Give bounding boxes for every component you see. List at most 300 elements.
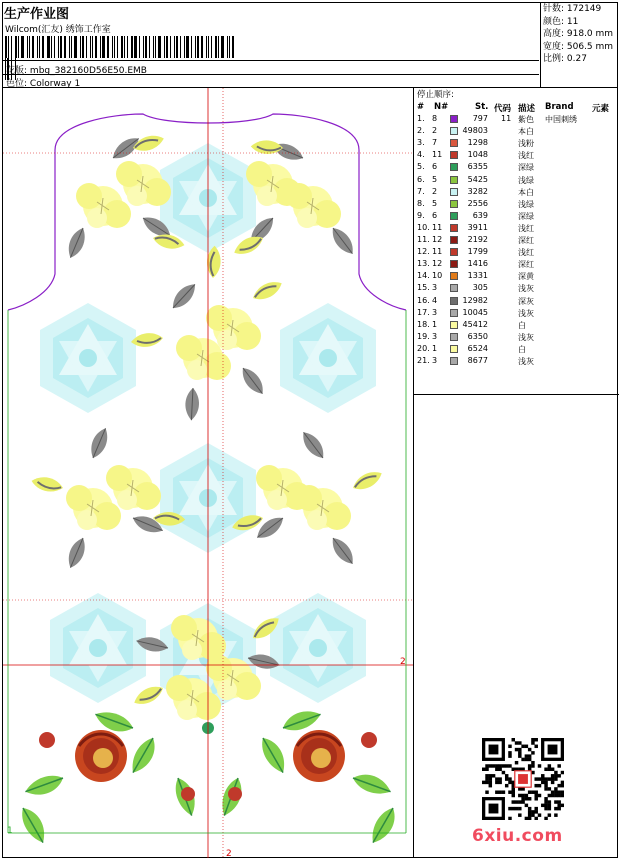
qr-module [518, 807, 521, 810]
color-swatch [450, 139, 458, 147]
row-desc: 浅灰 [518, 308, 534, 318]
qr-module [502, 790, 505, 793]
qr-module [531, 764, 534, 767]
qr-module [551, 794, 554, 797]
row-stitches: 3911 [467, 222, 488, 232]
row-needle: 5 [432, 198, 438, 208]
qr-module [495, 764, 498, 767]
qr-module [512, 807, 515, 810]
design-height: 高度: 918.0 mm [543, 29, 614, 39]
qr-module [548, 764, 551, 767]
qr-module [541, 781, 544, 784]
row-needle: 3 [432, 307, 438, 317]
barcode-bar [131, 36, 133, 58]
qr-module [485, 790, 488, 793]
qr-module [495, 768, 498, 771]
qr-module [521, 800, 524, 803]
qr-module [528, 758, 531, 761]
qr-module [557, 764, 560, 767]
row-brand: 中国刺绣 [545, 115, 577, 124]
qr-module [498, 764, 501, 767]
qr-module [508, 745, 511, 748]
barcode-bar [107, 36, 109, 58]
qr-module [485, 781, 488, 784]
stitch-count: 针数: 172149 [543, 4, 602, 14]
qr-module [492, 774, 495, 777]
qr-module [508, 790, 511, 793]
stats-panel [540, 3, 620, 87]
barcode-bar [206, 36, 207, 58]
qr-module [518, 754, 521, 757]
barcode-bar [71, 36, 72, 58]
qr-module [515, 761, 518, 764]
qr-module [531, 751, 534, 754]
col-desc: 描述 [518, 104, 536, 114]
qr-module [498, 768, 501, 771]
barcode-bar [100, 36, 101, 58]
qr-module [544, 781, 547, 784]
qr-module [485, 768, 488, 771]
row-needle: 6 [432, 162, 438, 172]
row-num: 6. [417, 174, 425, 184]
qr-module [548, 807, 551, 810]
colorway-label: 色位: [6, 79, 28, 89]
design-value: mbg_382160D56E50.EMB [29, 66, 147, 76]
row-desc: 浅灰 [518, 284, 534, 294]
row-needle: 7 [432, 138, 438, 148]
qr-module [495, 781, 498, 784]
table-row [414, 211, 619, 223]
row-stitches: 1799 [467, 247, 488, 257]
barcode-bar [42, 36, 44, 58]
row-stitches: 2556 [467, 198, 488, 208]
color-swatch [450, 200, 458, 208]
qr-module [485, 764, 488, 767]
qr-module [482, 781, 485, 784]
row-num: 19. [417, 331, 430, 341]
color-swatch [450, 188, 458, 196]
table-row [414, 271, 619, 283]
qr-module [489, 781, 492, 784]
barcode-bar [37, 36, 38, 58]
barcode-bar [74, 36, 77, 58]
row-desc: 浅红 [518, 151, 534, 161]
barcode-bar [39, 36, 40, 58]
qr-module [548, 813, 551, 816]
row-desc: 白 [518, 344, 526, 354]
barcode-bar [58, 36, 59, 58]
row-needle: 11 [432, 150, 443, 160]
row-needle: 11 [432, 222, 443, 232]
qr-module [505, 774, 508, 777]
table-row [414, 344, 619, 356]
qr-module [489, 777, 492, 780]
qr-module [531, 813, 534, 816]
barcode-bar [121, 36, 123, 58]
qr-module [561, 804, 564, 807]
qr-module [557, 800, 560, 803]
table-row [414, 126, 619, 138]
row-needle: 5 [432, 174, 438, 184]
barcode-bar [170, 36, 171, 58]
qr-module [557, 807, 560, 810]
qr-module [554, 787, 557, 790]
qr-module [544, 804, 547, 807]
barcode-bar [174, 36, 175, 58]
row-code: 11 [501, 114, 512, 123]
qr-module [561, 784, 564, 787]
row-num: 14. [417, 271, 430, 281]
barcode-bar [8, 36, 9, 58]
row-num: 5. [417, 162, 425, 172]
barcode-bar [82, 36, 84, 58]
barcode-bar [90, 36, 91, 58]
marker-left: 1 [7, 826, 13, 836]
barcode-bar [153, 36, 154, 58]
qr-module [518, 741, 521, 744]
barcode-bar [229, 36, 230, 58]
qr-module [515, 741, 518, 744]
qr-module [557, 774, 560, 777]
divider [3, 74, 539, 75]
qr-module [551, 768, 554, 771]
row-stitches: 1331 [467, 271, 488, 281]
qr-module [495, 777, 498, 780]
color-swatch [450, 321, 458, 329]
table-row [414, 187, 619, 199]
barcode-bar [124, 36, 125, 58]
barcode-bar [155, 36, 156, 58]
row-stitches: 49803 [462, 126, 488, 136]
qr-module [557, 794, 560, 797]
barcode-bar [102, 36, 105, 58]
row-num: 16. [417, 295, 430, 305]
color-swatch [450, 115, 458, 123]
row-desc: 深绿 [518, 163, 534, 173]
qr-module [531, 761, 534, 764]
qr-module [525, 797, 528, 800]
barcode [5, 36, 237, 58]
table-row [414, 308, 619, 320]
barcode-bar [47, 36, 50, 58]
qr-module [515, 807, 518, 810]
qr-module [541, 774, 544, 777]
barcode-bar [112, 36, 113, 58]
row-desc: 浅灰 [518, 357, 534, 366]
qr-module [528, 754, 531, 757]
col-needle: N# [434, 102, 449, 112]
qr-module [528, 764, 531, 767]
qr-module [557, 784, 560, 787]
barcode-bar [211, 36, 212, 58]
qr-module [505, 784, 508, 787]
qr-module [548, 777, 551, 780]
qr-module [521, 758, 524, 761]
qr-module [528, 807, 531, 810]
row-num: 3. [417, 138, 425, 148]
row-num: 11. [417, 235, 430, 244]
qr-module [485, 774, 488, 777]
barcode-bar [218, 36, 219, 58]
qr-module [518, 794, 521, 797]
row-stitches: 45412 [462, 319, 488, 329]
row-needle: 3 [432, 283, 438, 293]
row-needle: 1 [432, 319, 438, 329]
qr-module [492, 764, 495, 767]
row-needle: 12 [432, 259, 443, 269]
color-count: 颜色: 11 [543, 16, 579, 27]
row-desc: 深红 [518, 236, 534, 245]
table-row [414, 150, 619, 162]
qr-module [528, 813, 531, 816]
qr-module [554, 794, 557, 797]
qr-module [525, 758, 528, 761]
row-desc: 本白 [518, 187, 534, 197]
row-desc: 本白 [518, 127, 534, 137]
qr-module [512, 790, 515, 793]
company-name: Wilcom(汇友) 绣饰工作室 [5, 25, 111, 35]
row-desc: 白 [518, 320, 526, 330]
row-num: 2. [417, 126, 425, 136]
table-row [414, 320, 619, 332]
barcode-bar [51, 36, 52, 58]
qr-module [512, 738, 515, 741]
table-row [414, 199, 619, 211]
barcode-bar [166, 36, 168, 58]
barcode-bar [201, 36, 203, 58]
qr-module [508, 764, 511, 767]
color-swatch [450, 224, 458, 232]
row-stitches: 6355 [467, 162, 488, 172]
row-stitches: 3282 [467, 186, 488, 196]
row-num: 15. [417, 283, 430, 293]
qr-module [508, 781, 511, 784]
barcode-bar [127, 36, 128, 58]
table-row [414, 283, 619, 295]
qr-module [551, 790, 554, 793]
row-stitches: 797 [472, 114, 488, 123]
color-swatch [450, 248, 458, 256]
col-code: 代码 [494, 104, 512, 114]
qr-module [528, 797, 531, 800]
row-num: 21. [417, 356, 430, 365]
qr-finder [489, 745, 499, 755]
row-needle: 6 [432, 210, 438, 220]
qr-module [498, 781, 501, 784]
barcode-bar [54, 36, 55, 58]
row-stitches: 6350 [467, 331, 488, 341]
color-swatch [450, 260, 458, 268]
color-swatch [450, 272, 458, 280]
table-row [414, 296, 619, 308]
row-stitches: 1048 [467, 150, 488, 160]
row-needle: 3 [432, 356, 438, 365]
barcode-bar [149, 36, 150, 58]
qr-module [534, 745, 537, 748]
barcode-bar [176, 36, 178, 58]
barcode-bar [11, 36, 12, 58]
qr-module [534, 777, 537, 780]
qr-module [528, 817, 531, 820]
qr-module [518, 813, 521, 816]
qr-module [557, 790, 560, 793]
barcode-bar [60, 36, 62, 58]
qr-module [482, 768, 485, 771]
row-desc: 深黄 [518, 272, 534, 282]
barcode-bar [184, 36, 185, 58]
barcode-bar [215, 36, 217, 58]
qr-module [521, 797, 524, 800]
row-num: 13. [417, 259, 430, 269]
row-needle: 4 [432, 295, 438, 305]
qr-module [512, 794, 515, 797]
qr-code-image [482, 738, 564, 820]
row-stitches: 639 [472, 210, 488, 220]
design-scale: 比例: 0.27 [543, 54, 587, 64]
qr-module [554, 771, 557, 774]
qr-module [498, 777, 501, 780]
table-row [414, 138, 619, 150]
qr-module [541, 804, 544, 807]
row-needle: 2 [432, 186, 438, 196]
barcode-bar [195, 36, 196, 58]
qr-module [538, 764, 541, 767]
table-row [414, 175, 619, 187]
qr-module [551, 774, 554, 777]
color-swatch [450, 284, 458, 292]
color-swatch [450, 345, 458, 353]
qr-module [544, 817, 547, 820]
row-stitches: 12982 [462, 295, 488, 305]
qr-module [557, 804, 560, 807]
barcode-bar [18, 36, 19, 58]
qr-module [528, 810, 531, 813]
qr-module [534, 817, 537, 820]
row-num: 12. [417, 247, 430, 257]
qr-module [534, 807, 537, 810]
qr-module [505, 777, 508, 780]
qr-module [554, 807, 557, 810]
row-desc: 浅绿 [518, 199, 534, 209]
qr-module [541, 777, 544, 780]
row-needle: 2 [432, 126, 438, 136]
table-row [414, 223, 619, 235]
col-num: # [417, 102, 425, 112]
row-needle: 3 [432, 331, 438, 341]
table-row [414, 247, 619, 259]
row-stitches: 10045 [462, 307, 488, 317]
barcode-bar [134, 36, 137, 58]
qr-module [498, 790, 501, 793]
qr-module [544, 807, 547, 810]
qr-module [561, 790, 564, 793]
barcode-bar [208, 36, 209, 58]
qr-module [531, 738, 534, 741]
barcode-bar [92, 36, 93, 58]
row-desc: 浅绿 [518, 175, 534, 185]
row-num: 10. [417, 222, 430, 232]
qr-module [508, 807, 511, 810]
qr-module [508, 751, 511, 754]
qr-module [551, 777, 554, 780]
qr-logo [518, 774, 528, 784]
design-label: 花版: [6, 66, 28, 76]
row-needle: 12 [432, 235, 443, 244]
barcode-bar [158, 36, 161, 58]
qr-module [495, 790, 498, 793]
barcode-bar [15, 36, 17, 58]
col-brand: Brand [545, 102, 574, 112]
qr-module [548, 800, 551, 803]
qr-module [502, 771, 505, 774]
qr-module [512, 800, 515, 803]
qr-module [534, 797, 537, 800]
qr-module [489, 774, 492, 777]
barcode-bar [21, 36, 24, 58]
qr-module [561, 781, 564, 784]
table-row [414, 114, 619, 126]
color-swatch [450, 212, 458, 220]
qr-module [551, 781, 554, 784]
row-stitches: 8677 [467, 356, 488, 365]
qr-module [548, 768, 551, 771]
qr-module [538, 777, 541, 780]
qr-module [544, 787, 547, 790]
row-desc: 浅红 [518, 248, 534, 258]
qr-module [518, 751, 521, 754]
qr-module [485, 777, 488, 780]
row-desc: 浅红 [518, 223, 534, 233]
design-canvas [3, 88, 413, 858]
color-swatch [450, 333, 458, 341]
color-swatch [450, 309, 458, 317]
row-needle: 8 [432, 114, 438, 123]
qr-module [508, 777, 511, 780]
design-width: 宽度: 506.5 mm [543, 41, 614, 52]
row-stitches: 1416 [467, 259, 488, 269]
qr-module [544, 777, 547, 780]
row-desc: 深红 [518, 260, 534, 270]
embroidery-preview [3, 88, 413, 858]
colorway-value: Colorway 1 [29, 79, 81, 89]
table-row [414, 235, 619, 247]
qr-module [531, 790, 534, 793]
qr-module [515, 800, 518, 803]
qr-module [561, 771, 564, 774]
qr-module [534, 784, 537, 787]
row-num: 18. [417, 319, 430, 329]
row-stitches: 6524 [467, 343, 488, 353]
qr-module [508, 817, 511, 820]
stop-sequence-panel [413, 88, 619, 395]
barcode-bar [143, 36, 144, 58]
row-desc: 浅灰 [518, 332, 534, 342]
table-row [414, 259, 619, 271]
qr-module [534, 794, 537, 797]
row-stitches: 5425 [467, 174, 488, 184]
qr-module [525, 745, 528, 748]
barcode-bar [227, 36, 228, 58]
qr-module [525, 804, 528, 807]
qr-module [502, 764, 505, 767]
qr-module [554, 800, 557, 803]
row-stitches: 305 [472, 283, 488, 293]
row-stitches: 2192 [467, 235, 488, 244]
color-swatch [450, 357, 458, 365]
color-swatch [450, 151, 458, 159]
qr-module [528, 748, 531, 751]
color-swatch [450, 127, 458, 135]
